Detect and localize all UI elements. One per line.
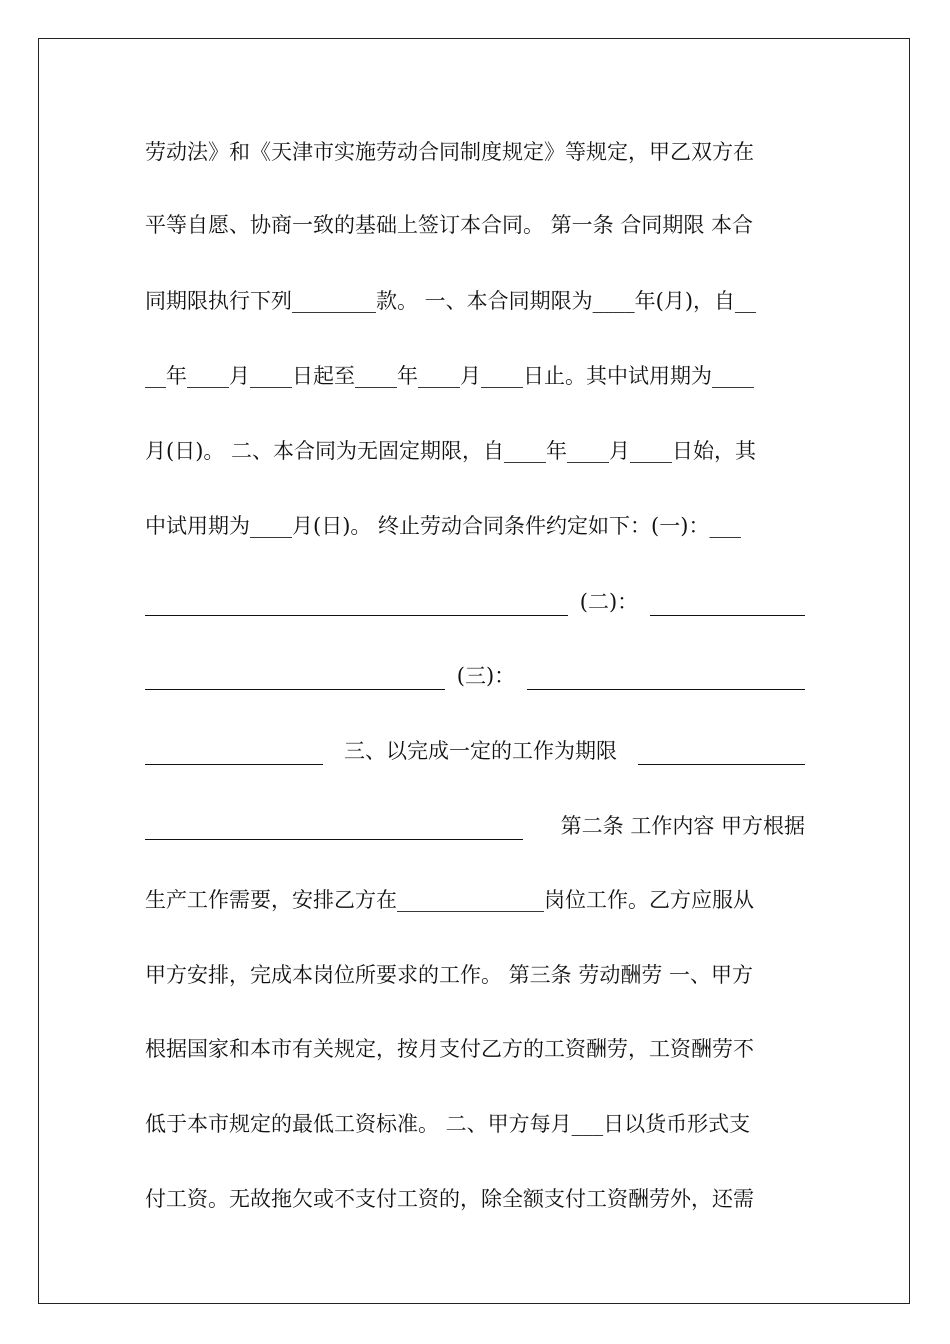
- clause-label-2: (二)：: [579, 590, 639, 614]
- article-2-heading: 第二条 工作内容 甲方根据: [560, 814, 805, 838]
- clause-text-fixed-task: 三、以完成一定的工作为期限: [344, 739, 617, 763]
- text-line-10: [145, 812, 805, 840]
- text-line-3: 同期限执行下列________款。 一、本合同期限为____年(月)，自__: [145, 289, 757, 313]
- text-line-8: [145, 662, 805, 690]
- text-line-5: 月(日)。 二、本合同为无固定期限，自____年____月____日始，其: [145, 439, 757, 463]
- fill-blank: [650, 595, 805, 616]
- fill-blank: [145, 744, 323, 765]
- text-line-11: 生产工作需要，安排乙方在______________岗位工作。乙方应服从: [145, 888, 754, 912]
- text-line-15: 付工资。无故拖欠或不支付工资的，除全额支付工资酬劳外，还需: [145, 1187, 754, 1211]
- text-line-7: [145, 588, 805, 616]
- fill-blank: [145, 819, 523, 840]
- fill-blank: [145, 669, 445, 690]
- text-line-14: 低于本市规定的最低工资标准。 二、甲方每月___日以货币形式支: [145, 1112, 751, 1136]
- fill-blank: [527, 669, 805, 690]
- text-line-2: 平等自愿、协商一致的基础上签订本合同。 第一条 合同期限 本合: [145, 213, 754, 237]
- text-line-4: __年____月____日起至____年____月____日止。其中试用期为____: [145, 364, 754, 388]
- fill-blank: [638, 744, 805, 765]
- text-line-6: 中试用期为____月(日)。 终止劳动合同条件约定如下：(一)：___: [145, 514, 741, 538]
- text-line-1: 劳动法》和《天津市实施劳动合同制度规定》等规定，甲乙双方在: [145, 140, 754, 164]
- text-line-9: [145, 737, 805, 765]
- clause-label-3: (三)：: [456, 664, 516, 688]
- fill-blank: [145, 595, 568, 616]
- text-line-12: 甲方安排，完成本岗位所要求的工作。 第三条 劳动酬劳 一、甲方: [145, 963, 754, 987]
- text-line-13: 根据国家和本市有关规定，按月支付乙方的工资酬劳，工资酬劳不: [145, 1037, 754, 1061]
